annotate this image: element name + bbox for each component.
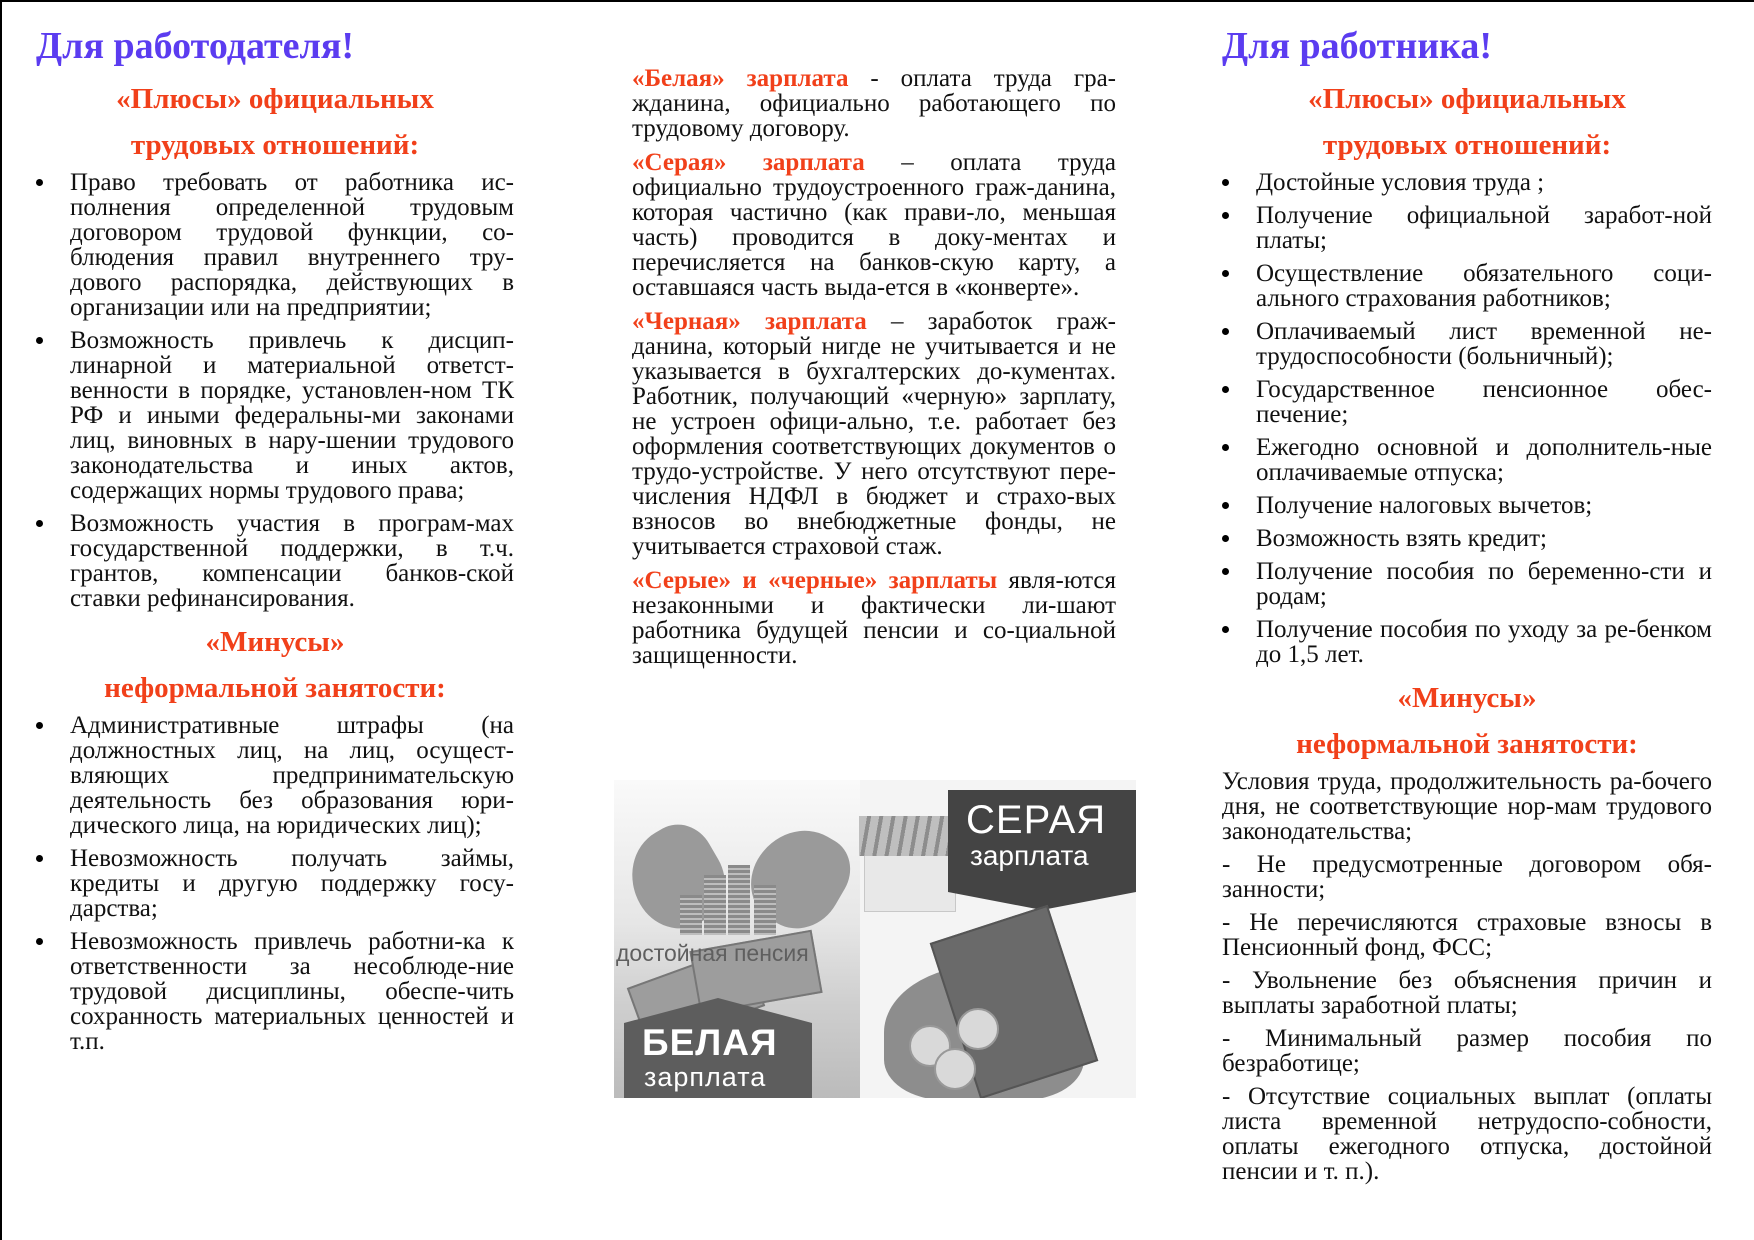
- illegal-salaries-term: «Серые» и «черные» зарплаты: [632, 567, 998, 594]
- list-item: [1222, 559, 1712, 609]
- coin: [957, 1008, 999, 1050]
- bullet-icon: [1222, 626, 1229, 633]
- employee-minuses-list: [1222, 769, 1712, 1184]
- bullet-icon: [36, 855, 43, 862]
- list-item-text: Административные штрафы (на должностных лиц, на лиц, осущест-вляющих предпринимательскую деятельность без образования юри-дического лица, на юридических лиц);: [70, 712, 514, 839]
- list-item-text: Невозможность получать займы, кредиты и другую поддержку госу-дарства;: [70, 845, 514, 922]
- bullet-icon: [1222, 270, 1229, 277]
- list-item: [1222, 203, 1712, 253]
- list-item-text: Право требовать от работника ис-полнения определенной трудовым договором трудовой функции, со-блюдения правил внутреннего тру-дового распорядка, действующих в организации или на предприятии;: [70, 169, 514, 321]
- grey-salary-text: – оплата труда официально трудоустроенного граж-данина, которая частично (как прави-ло, меньшая часть) проводится в доку-ментах и перечисляется на банков-скую карту, а оставшаяся часть выда-ется в «конверте».: [632, 149, 1116, 301]
- list-item: [1222, 435, 1712, 485]
- list-item: - Не предусмотренные договором обя-занности;: [1222, 851, 1712, 903]
- employee-minuses-heading-line2: неформальной занятости:: [1296, 728, 1638, 760]
- coin: [934, 1048, 976, 1090]
- list-item-text: Государственное пенсионное обес-печение;: [1256, 376, 1712, 428]
- list-item: [36, 170, 514, 320]
- employee-pluses-heading-line2: трудовых отношений:: [1322, 129, 1612, 161]
- employer-pluses-heading-line2: трудовых отношений:: [130, 129, 420, 161]
- bullet-icon: [1222, 444, 1229, 451]
- list-item: Условия труда, продолжительность ра-бочего дня, не соответствующие нор-мам трудового законодательства;: [1222, 768, 1712, 845]
- list-item: - Отсутствие социальных выплат (оплаты листа временной нетрудоспо-собности, оплаты ежегодного отпуска, достойной пенсии и т. п.).: [1222, 1083, 1712, 1185]
- black-salary-paragraph: [632, 309, 1116, 559]
- list-item: [36, 929, 514, 1054]
- list-item-text: Получение налоговых вычетов;: [1256, 492, 1593, 519]
- black-salary-text: – заработок граж-данина, который нигде не учитывается и не указывается в бухгалтерских до-кументах. Работник, получающий «черную» зарплату, не устроен офици-ально, т.е. работает без оформления соответствующих документов о трудо-устройстве. У него отсутствуют пере-числения НДФЛ в бюджет и страхо-вых взносов во внебюджетные фонды, не учитывается страховой стаж.: [632, 308, 1116, 560]
- list-item-text: Достойные условия труда ;: [1256, 169, 1545, 196]
- white-salary-text: - оплата труда гра-жданина, официально работающего по трудовому договору.: [632, 65, 1117, 142]
- list-item: [36, 328, 514, 503]
- coin-stack: [704, 875, 726, 935]
- pension-photo: [614, 780, 860, 1098]
- list-item: [1222, 526, 1712, 551]
- employer-title: Для работодателя!: [36, 25, 355, 67]
- employee-minuses-heading-line1: «Минусы»: [1397, 682, 1537, 714]
- list-item: [1222, 261, 1712, 311]
- white-salary-label: БЕЛАЯ: [642, 1022, 778, 1063]
- black-salary-term: «Черная» зарплата: [632, 308, 867, 335]
- list-item: [1222, 377, 1712, 427]
- illegal-salaries-paragraph: [632, 568, 1116, 668]
- coin-stack: [754, 885, 776, 935]
- pension-label: достойная пенсия: [616, 940, 809, 966]
- employer-pluses-list: [36, 170, 514, 611]
- bullet-icon: [36, 520, 43, 527]
- coin-stack: [728, 865, 750, 935]
- list-item: [36, 713, 514, 838]
- employee-pluses-list: [1222, 170, 1712, 667]
- list-item: [1222, 617, 1712, 667]
- bullet-icon: [36, 337, 43, 344]
- list-item-text: Возможность участия в програм-мах государственной поддержки, в т.ч. грантов, компенсации банков-ской ставки рефинансирования.: [70, 510, 514, 612]
- bullet-icon: [1222, 502, 1229, 509]
- employee-pluses-heading-line1: «Плюсы» официальных: [1308, 83, 1626, 115]
- list-item: - Минимальный размер пособия по безработице;: [1222, 1025, 1712, 1077]
- grey-salary-sublabel: зарплата: [970, 840, 1089, 871]
- bullet-icon: [1222, 328, 1229, 335]
- list-item-text: Получение пособия по беременно-сти и родам;: [1256, 558, 1712, 610]
- grey-salary-term: «Серая» зарплата: [632, 149, 865, 176]
- employer-minuses-heading-line2: неформальной занятости:: [104, 672, 446, 704]
- grey-salary-paragraph: [632, 150, 1116, 300]
- bullet-icon: [1222, 568, 1229, 575]
- salary-collage-image: [614, 780, 1136, 1098]
- bullet-icon: [36, 938, 43, 945]
- employer-pluses-heading-line1: «Плюсы» официальных: [116, 83, 434, 115]
- list-item: [1222, 319, 1712, 369]
- list-item: - Не перечисляются страховые взносы в Пенсионный фонд, ФСС;: [1222, 909, 1712, 961]
- list-item: - Увольнение без объяснения причин и выплаты заработной платы;: [1222, 967, 1712, 1019]
- bullet-icon: [1222, 535, 1229, 542]
- employer-minuses-heading-line1: «Минусы»: [205, 626, 345, 658]
- list-item-text: Возможность взять кредит;: [1256, 525, 1547, 552]
- list-item: [1222, 493, 1712, 518]
- grey-salary-label: СЕРАЯ: [966, 798, 1107, 842]
- list-item-text: Получение официальной заработ-ной платы;: [1256, 202, 1712, 254]
- list-item-text: Получение пособия по уходу за ре-бенком до 1,5 лет.: [1256, 616, 1712, 668]
- list-item-text: Оплачиваемый лист временной не-трудоспособности (больничный);: [1256, 318, 1712, 370]
- bullet-icon: [1222, 179, 1229, 186]
- list-item: [1222, 170, 1712, 195]
- list-item: [36, 511, 514, 611]
- list-item-text: Невозможность привлечь работни-ка к ответственности за несоблюде-ние трудовой дисциплины, обеспе-чить сохранность материальных ценностей и т.п.: [70, 928, 514, 1055]
- list-item: [36, 846, 514, 921]
- coin-stack: [680, 895, 702, 935]
- bullet-icon: [36, 722, 43, 729]
- white-salary-paragraph: [632, 66, 1116, 141]
- list-item-text: Возможность привлечь к дисцип-линарной и материальной ответст-венности в порядке, установлен-ном ТК РФ и иными федеральны-ми законами лиц, виновных в нару-шении трудового законодательства и иных актов, содержащих нормы трудового права;: [70, 327, 514, 504]
- list-item-text: Осуществление обязательного соци-ального страхования работников;: [1256, 260, 1712, 312]
- bullet-icon: [36, 179, 43, 186]
- white-salary-sublabel: зарплата: [644, 1062, 767, 1092]
- white-salary-term: «Белая» зарплата: [632, 65, 849, 92]
- employee-title: Для работника!: [1222, 25, 1493, 67]
- employer-minuses-list: [36, 713, 514, 1054]
- illegal-salaries-text: явля-ются незаконными и фактически ли-шают работника будущей пенсии и со-циальной защищенности.: [632, 567, 1116, 669]
- bullet-icon: [1222, 386, 1229, 393]
- bullet-icon: [1222, 212, 1229, 219]
- list-item-text: Ежегодно основной и дополнитель-ные оплачиваемые отпуска;: [1256, 434, 1712, 486]
